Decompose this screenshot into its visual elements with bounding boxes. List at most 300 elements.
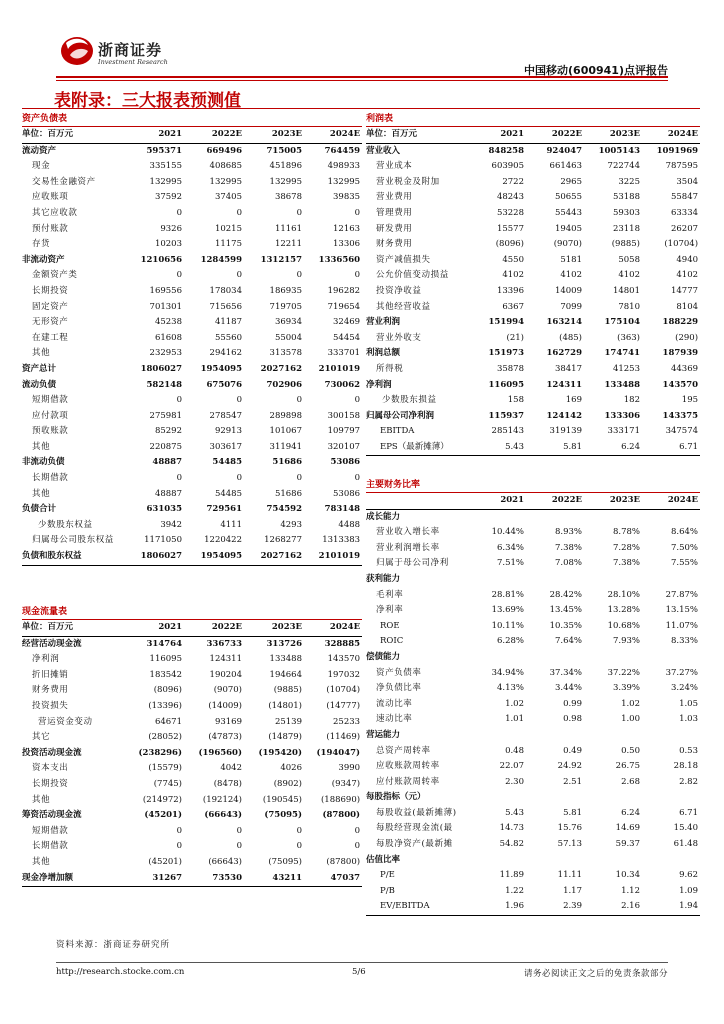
cell-value: 115937 <box>488 410 524 421</box>
header-divider-thin <box>56 80 668 81</box>
row-label: 投资损失 <box>32 700 69 711</box>
footer-divider <box>56 962 668 963</box>
cell-value: (238296) <box>138 747 182 758</box>
cell-value: 124142 <box>546 410 582 421</box>
row-label: ROIC <box>380 636 404 647</box>
cell-value: 0 <box>236 841 242 852</box>
cell-value: 25139 <box>274 716 302 727</box>
cell-value: 6.71 <box>679 807 698 818</box>
cell-value: 3504 <box>676 176 699 187</box>
cell-value: 14009 <box>554 285 582 296</box>
cell-value: 4111 <box>220 519 242 530</box>
cell-value: 1.05 <box>679 698 698 709</box>
cell-value: 132995 <box>327 176 361 187</box>
cell-value: 28.18 <box>673 761 698 772</box>
cell-value: 54454 <box>333 332 361 343</box>
cell-value: 924047 <box>546 145 582 156</box>
cell-value: 59303 <box>612 207 640 218</box>
row-label: 研发费用 <box>376 223 413 234</box>
cell-value: 1091969 <box>656 145 699 156</box>
cell-value: 26207 <box>670 223 699 234</box>
cell-value: 143570 <box>662 379 699 390</box>
table-row <box>366 268 700 284</box>
unit-label: 单位：百万元 <box>366 127 472 144</box>
table-row <box>366 300 700 316</box>
cell-value: 0 <box>296 207 302 218</box>
cell-value: (290) <box>675 332 699 343</box>
footer-url[interactable]: http://research.stocke.com.cn <box>56 967 185 977</box>
cell-value: 0 <box>236 270 242 281</box>
cell-value: 10215 <box>214 223 242 234</box>
row-label: 应付款项 <box>32 410 69 421</box>
cell-value: (192124) <box>202 794 242 805</box>
table-row <box>366 572 700 588</box>
cell-value: 10.11% <box>491 620 524 631</box>
cell-value: (194047) <box>316 747 361 758</box>
cell-value: 2.30 <box>505 776 524 787</box>
cell-value: 289898 <box>269 410 302 421</box>
table-row <box>22 284 362 300</box>
year-header: 2024E <box>304 620 362 637</box>
table-row <box>366 541 700 557</box>
row-label: P/B <box>380 885 395 896</box>
year-header: 2022E <box>526 493 584 510</box>
cell-value: 55847 <box>670 192 699 203</box>
cell-value: 37405 <box>214 192 242 203</box>
cell-value: 4293 <box>280 519 302 530</box>
cell-value: 0 <box>354 825 361 836</box>
cell-value: 39835 <box>333 192 361 203</box>
cell-value: (11469) <box>326 732 361 743</box>
table-row <box>366 206 700 222</box>
cell-value: 8104 <box>676 301 699 312</box>
cell-value: 37592 <box>154 192 182 203</box>
cell-value: 764459 <box>324 145 361 156</box>
table-row <box>22 808 362 824</box>
cell-value: 0 <box>296 841 302 852</box>
cell-value: 182 <box>623 395 640 406</box>
table-row <box>22 636 362 652</box>
table-row <box>22 206 362 222</box>
cell-value: 1954095 <box>200 363 242 374</box>
table-row <box>22 699 362 715</box>
cell-value: 197032 <box>327 669 361 680</box>
table-row <box>22 393 362 409</box>
table-row <box>366 650 700 666</box>
cell-value: 194664 <box>269 669 302 680</box>
row-label: 少数股东损益 <box>382 395 437 406</box>
cell-value: 169556 <box>149 285 182 296</box>
cell-value: 11.11 <box>557 870 582 881</box>
cell-value: 2101019 <box>304 549 362 565</box>
cell-value: 783148 <box>324 504 361 515</box>
cell-value: (7745) <box>153 778 182 789</box>
year-header: 2022E <box>184 127 244 144</box>
table-row <box>366 697 700 713</box>
cell-value: 174741 <box>604 348 640 359</box>
row-label: 短期借款 <box>32 395 69 406</box>
cell-value: 6.24 <box>621 807 640 818</box>
cell-value: (8478) <box>213 778 242 789</box>
cell-value: 55560 <box>214 332 242 343</box>
table-row <box>22 175 362 191</box>
cell-value: 314764 <box>146 638 182 649</box>
cell-value: 7810 <box>618 301 640 312</box>
table-caption: 主要财务比率 <box>366 478 700 493</box>
table-row <box>22 143 362 159</box>
cell-value: 2027162 <box>244 549 304 565</box>
cell-value: 116095 <box>488 379 524 390</box>
cell-value: (214972) <box>142 794 182 805</box>
cell-value: 7.08% <box>554 558 582 569</box>
cell-value <box>472 853 526 869</box>
cell-value: (66643) <box>208 856 242 867</box>
cell-value: 6.24 <box>584 440 642 456</box>
table-row <box>22 362 362 378</box>
cell-value: (14009) <box>208 700 242 711</box>
table-row <box>366 619 700 635</box>
cell-value: 1220422 <box>204 535 242 546</box>
cell-value: 603905 <box>491 161 524 172</box>
cell-value: 0 <box>176 207 182 218</box>
cell-value: 116095 <box>149 654 182 665</box>
cell-value: 328885 <box>324 638 361 649</box>
cell-value: 701301 <box>149 301 182 312</box>
table-row <box>22 871 362 887</box>
section-divider <box>22 108 700 109</box>
income-statement-table <box>366 112 700 456</box>
cell-value: 13396 <box>496 285 524 296</box>
cell-value: (9885) <box>273 685 302 696</box>
year-header: 2023E <box>244 127 304 144</box>
cell-value: 14.73 <box>499 823 524 834</box>
year-header: 2021 <box>126 620 184 637</box>
cell-value: 14.69 <box>615 823 640 834</box>
row-label: EV/EBITDA <box>366 899 472 915</box>
cell-value: (14777) <box>326 700 361 711</box>
table-row <box>366 393 700 409</box>
cell-value <box>472 509 526 525</box>
cell-value: 1.02 <box>621 698 640 709</box>
table-row <box>22 409 362 425</box>
row-label: 现金 <box>32 161 51 172</box>
cell-value: 311941 <box>269 441 302 452</box>
table-caption-row <box>22 112 362 127</box>
row-label: 应收账款周转率 <box>376 761 440 772</box>
year-header: 2021 <box>472 493 526 510</box>
cell-value: 55004 <box>274 332 302 343</box>
cell-value: 7.55% <box>670 558 698 569</box>
cell-value: 5058 <box>618 254 640 265</box>
cell-value: (195420) <box>258 747 302 758</box>
cell-value: 787595 <box>665 161 699 172</box>
cell-value: 54485 <box>212 457 242 468</box>
row-label: 负债和股东权益 <box>22 549 126 565</box>
cell-value: 1.22 <box>505 885 524 896</box>
unit-label: 单位：百万元 <box>22 620 126 637</box>
row-label: 管理费用 <box>376 207 413 218</box>
cell-value: 595371 <box>146 145 182 156</box>
table-row <box>366 525 700 541</box>
cell-value: 232953 <box>149 348 182 359</box>
cell-value: 0 <box>236 207 242 218</box>
table-row <box>22 533 362 549</box>
row-label: 非流动资产 <box>22 254 65 265</box>
table-row <box>366 868 700 884</box>
cell-value: 41253 <box>612 363 640 374</box>
cell-value: (485) <box>559 332 582 343</box>
cell-value: 1005143 <box>598 145 640 156</box>
table-row <box>22 300 362 316</box>
cell-value: 4026 <box>280 763 302 774</box>
row-label: 资产减值损失 <box>376 254 431 265</box>
table-row <box>366 790 700 806</box>
cell-value: 1.09 <box>679 885 698 896</box>
cell-value: 2101019 <box>318 363 361 374</box>
cell-value: 3990 <box>338 763 361 774</box>
cell-value: 1806027 <box>140 363 182 374</box>
cell-value: 64671 <box>154 716 182 727</box>
cell-value: 300158 <box>327 410 361 421</box>
cell-value: (10704) <box>326 685 361 696</box>
cell-value: 36934 <box>274 317 302 328</box>
cell-value: 4042 <box>220 763 242 774</box>
cell-value: 12163 <box>333 223 361 234</box>
cell-value: 163214 <box>546 317 582 328</box>
cell-value: (363) <box>617 332 640 343</box>
cell-value: 132995 <box>269 176 302 187</box>
cell-value: 73530 <box>184 871 244 887</box>
cell-value: 2722 <box>502 176 524 187</box>
cell-value <box>526 790 584 806</box>
cell-value: 7.93% <box>612 636 640 647</box>
row-label: 长期投资 <box>32 778 69 789</box>
cell-value: 13.69% <box>491 605 524 616</box>
cell-value: 35878 <box>496 363 524 374</box>
cell-value: 6367 <box>502 301 524 312</box>
row-label: 投资净收益 <box>376 285 422 296</box>
row-label: 公允价值变动损益 <box>376 270 449 281</box>
table-row <box>22 424 362 440</box>
table-row <box>366 284 700 300</box>
row-label: 流动负债 <box>22 379 57 390</box>
cell-value: 848258 <box>488 145 524 156</box>
cell-value: (8902) <box>273 778 302 789</box>
year-header: 2021 <box>126 127 184 144</box>
cell-value <box>584 790 642 806</box>
cell-value <box>584 572 642 588</box>
table-row <box>366 222 700 238</box>
cell-value: 0 <box>354 395 361 406</box>
cell-value: 61.48 <box>673 839 698 850</box>
table-row <box>22 549 362 565</box>
table-row <box>366 424 700 440</box>
cell-value: 675076 <box>206 379 242 390</box>
row-label: EBITDA <box>380 426 415 437</box>
cell-value: 101067 <box>269 426 302 437</box>
table-row <box>22 652 362 668</box>
cell-value: 0 <box>354 207 361 218</box>
cell-value: 729561 <box>206 504 242 515</box>
cell-value <box>472 728 526 744</box>
table-row <box>366 175 700 191</box>
table-row <box>366 853 700 869</box>
row-label: 归属母公司股东权益 <box>32 535 114 546</box>
cell-value: 333701 <box>327 348 361 359</box>
row-label: 营业税金及附加 <box>376 176 440 187</box>
row-label: 折旧摊销 <box>32 669 69 680</box>
row-label: 预收账款 <box>32 426 69 437</box>
cell-value <box>584 728 642 744</box>
cell-value: 1.94 <box>642 899 700 915</box>
cell-value: 3.39% <box>612 683 640 694</box>
table-row <box>22 159 362 175</box>
cell-value: 1312157 <box>260 254 302 265</box>
table-row <box>366 603 700 619</box>
cell-value: 53228 <box>496 207 524 218</box>
row-label: 金额资产类 <box>32 270 78 281</box>
cell-value: 336733 <box>206 638 242 649</box>
table-row <box>366 346 700 362</box>
table-row <box>22 502 362 518</box>
cell-value <box>526 853 584 869</box>
cell-value: 2.51 <box>563 776 582 787</box>
header-divider <box>56 76 668 78</box>
row-label: 每股净资产(最新摊 <box>376 839 453 850</box>
row-label: 预付账款 <box>32 223 69 234</box>
row-label: 净利润 <box>366 379 392 390</box>
cell-value: 451896 <box>269 161 302 172</box>
cell-value: 9.62 <box>679 870 698 881</box>
cell-value: 0 <box>296 395 302 406</box>
cell-value <box>526 650 584 666</box>
cell-value: 10203 <box>154 239 182 250</box>
cell-value: 133306 <box>604 410 640 421</box>
row-label: 每股指标（元） <box>366 792 426 803</box>
cell-value: (47873) <box>208 732 242 743</box>
cell-value: 143570 <box>327 654 361 665</box>
cell-value: 10.34 <box>615 870 640 881</box>
cell-value: 5181 <box>560 254 582 265</box>
cell-value: 132995 <box>209 176 242 187</box>
table-caption-row <box>366 112 700 127</box>
balance-sheet-table <box>22 112 362 566</box>
year-header: 2021 <box>472 127 526 144</box>
cell-value: 722744 <box>607 161 640 172</box>
cell-value: 8.33% <box>670 636 698 647</box>
row-label: 所得税 <box>376 363 404 374</box>
cell-value: 48243 <box>496 192 524 203</box>
cell-value: 5.81 <box>563 807 582 818</box>
cell-value: 151973 <box>488 348 524 359</box>
cell-value: 2.39 <box>526 899 584 915</box>
cell-value: 32469 <box>333 317 361 328</box>
table-row <box>366 159 700 175</box>
cell-value: 5.43 <box>472 440 526 456</box>
cell-value: 4550 <box>502 254 524 265</box>
cell-value: 7.64% <box>554 636 582 647</box>
table-row <box>22 518 362 534</box>
table-row <box>366 899 700 915</box>
table-row <box>366 362 700 378</box>
year-header: 2024E <box>642 127 700 144</box>
row-label: 资产总计 <box>22 363 57 374</box>
table-row <box>366 409 700 425</box>
cell-value: (28052) <box>148 732 182 743</box>
cell-value: 582148 <box>146 379 182 390</box>
unit-label: 单位：百万元 <box>22 127 126 144</box>
cell-value: 53086 <box>333 488 361 499</box>
cell-value: 1.96 <box>472 899 526 915</box>
table-row <box>366 634 700 650</box>
row-label: 非流动负债 <box>22 457 65 468</box>
cell-value: (14801) <box>268 700 302 711</box>
row-label: 经营活动现金流 <box>22 638 82 649</box>
cell-value: 0 <box>354 473 361 484</box>
row-label: 存货 <box>32 239 51 250</box>
cell-value: 2027162 <box>260 363 302 374</box>
table-row <box>22 777 362 793</box>
cell-value <box>642 728 700 744</box>
cell-value: 44369 <box>670 363 699 374</box>
table-row <box>366 378 700 394</box>
cell-value: 15.76 <box>557 823 582 834</box>
cell-value: 55443 <box>554 207 582 218</box>
cell-value: 51686 <box>272 457 302 468</box>
cell-value <box>526 728 584 744</box>
cell-value: 0.53 <box>679 745 698 756</box>
row-label: 财务费用 <box>32 685 69 696</box>
table-row <box>22 839 362 855</box>
row-label: 其他 <box>32 348 51 359</box>
company-logo-icon <box>58 33 96 67</box>
row-label: 其他 <box>32 441 51 452</box>
cell-value <box>526 572 584 588</box>
cell-value: (8096) <box>495 239 524 250</box>
cell-value: 320107 <box>327 441 361 452</box>
cell-value: 14777 <box>670 285 699 296</box>
cell-value: 702906 <box>266 379 302 390</box>
cell-value: 313578 <box>269 348 302 359</box>
cell-value: 53188 <box>612 192 640 203</box>
cell-value: 54.82 <box>499 839 524 850</box>
table-row <box>366 837 700 853</box>
cell-value: 37.34% <box>549 667 582 678</box>
cell-value: 47037 <box>304 871 362 887</box>
row-label: 营业利润 <box>366 317 401 328</box>
cell-value <box>526 509 584 525</box>
row-label: 现金净增加额 <box>22 871 126 887</box>
row-label: 少数股东权益 <box>38 519 93 530</box>
cell-value: 285143 <box>491 426 524 437</box>
cell-value: 59.37 <box>615 839 640 850</box>
cell-value: 92913 <box>214 426 242 437</box>
disclaimer-note: 请务必阅读正文之后的免责条款部分 <box>523 969 668 979</box>
cell-value: 195 <box>681 395 699 406</box>
table-row <box>366 744 700 760</box>
row-label: 营业收入 <box>366 145 401 156</box>
cell-value: 12211 <box>274 239 302 250</box>
cell-value: 4102 <box>676 270 699 281</box>
cell-value: 54485 <box>214 488 242 499</box>
cell-value: 2.68 <box>621 776 640 787</box>
row-label: 营运资金变动 <box>38 716 93 727</box>
row-label: 营业成本 <box>376 161 413 172</box>
unit-label <box>366 493 472 510</box>
cell-value: 408685 <box>209 161 242 172</box>
table-row <box>22 730 362 746</box>
cell-value: 661463 <box>549 161 582 172</box>
